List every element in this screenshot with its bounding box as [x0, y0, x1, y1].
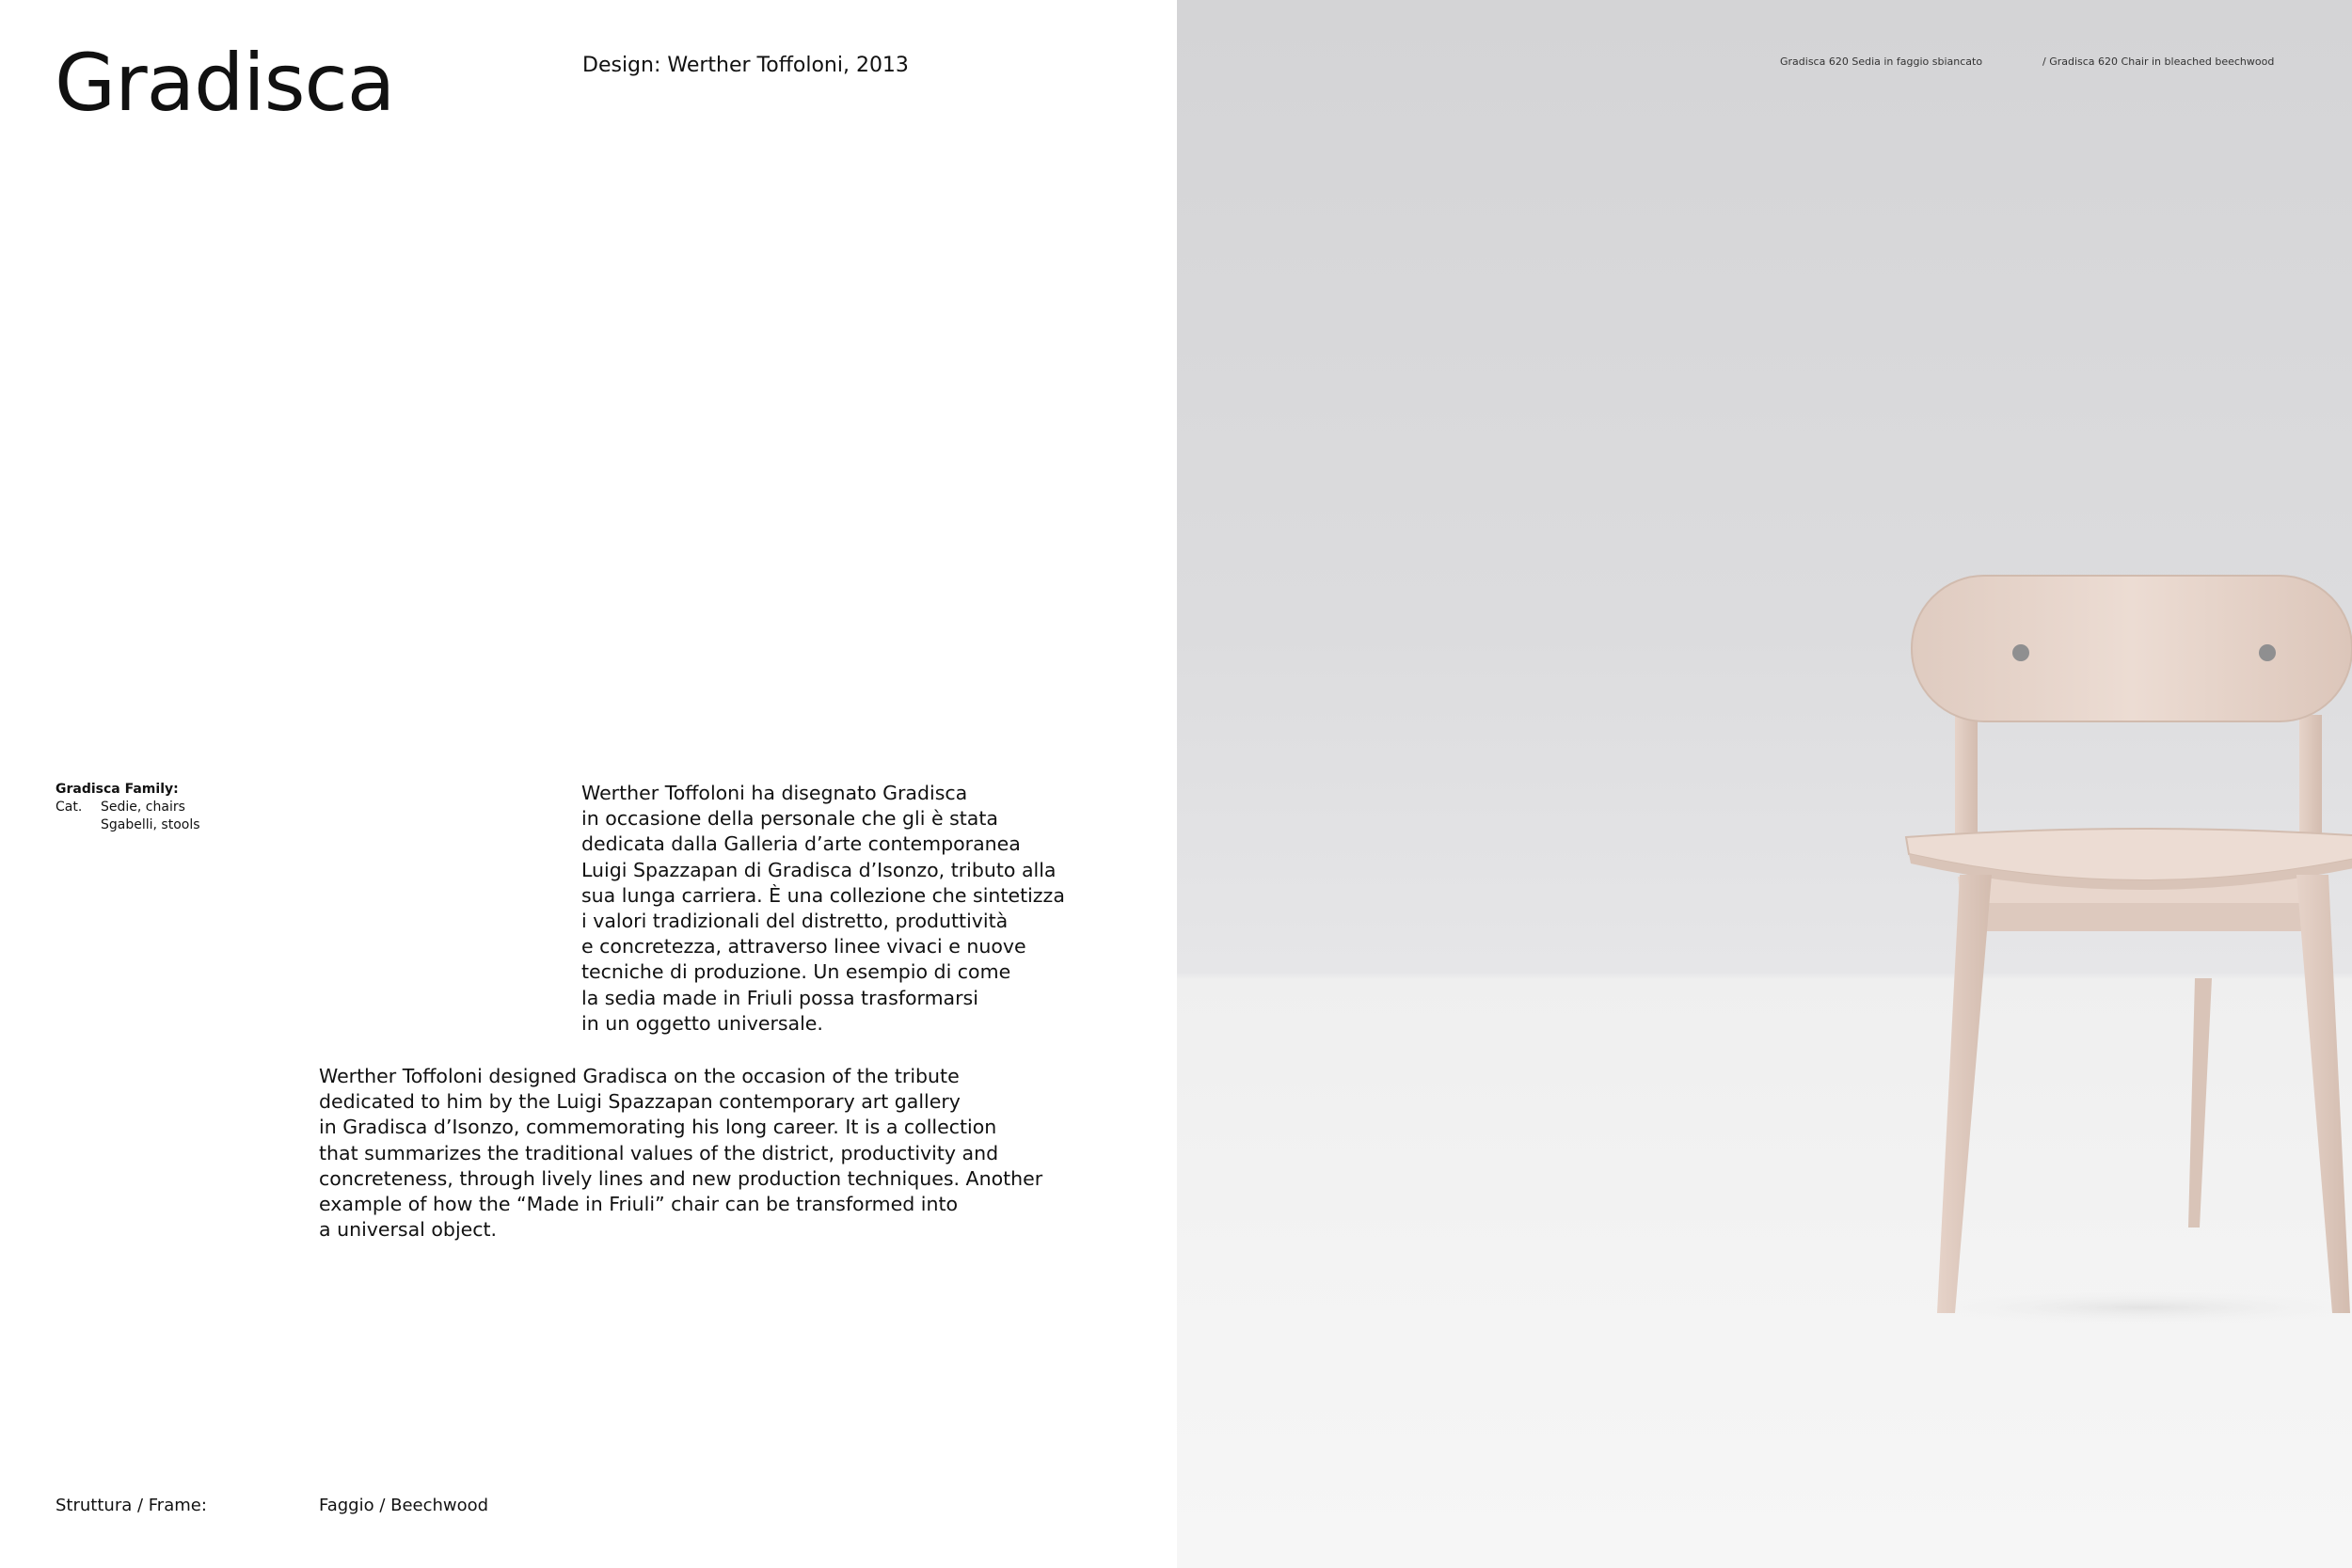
page-title: Gradisca [55, 37, 395, 129]
chair-back-post-left [1955, 715, 1978, 847]
chair-photo [1177, 0, 2352, 1568]
chair-backrest [1912, 576, 2352, 721]
chair-back-post-right [2299, 715, 2322, 847]
category-item: Sedie, chairs [101, 800, 185, 815]
description-italian: Werther Toffoloni ha disegnato Gradisca in occasione della personale che gli è stata dedicata dalla Galleria d’arte contemporanea Luigi Spazzapan di Gradisca d’Isonzo, tributo alla sua lunga carriera. È una collezione che sintetizza i valori tradizionali del distretto, produttività e concretezza, attraverso linee vivaci e nuove tecniche di produzione. Un esempio di come la sedia made in Friuli possa trasformarsi in un oggetto universale. [581, 782, 1065, 1035]
chair-front-leg-left [1937, 875, 1992, 1313]
photo-caption-italian: Gradisca 620 Sedia in faggio sbiancato [1780, 55, 1983, 68]
family-heading: Gradisca Family: [56, 782, 179, 797]
family-info [56, 781, 200, 834]
chair-bolt-right [2259, 644, 2276, 661]
category-label: Cat. [56, 800, 83, 815]
description-english: Werther Toffoloni designed Gradisca on the occasion of the tribute dedicated to him by the Luigi Spazzapan contemporary art gallery in Gradisca d’Isonzo, commemorating his long career. It is a collection that summarizes the traditional values of the district, productivity and concreteness, through lively lines and new production techniques. Another example of how the “Made in Friuli” chair can be transformed into a universal object. [319, 1065, 1043, 1242]
chair-apron-shadow [1967, 903, 2315, 931]
spec-label: Struttura / Frame: [56, 1496, 207, 1515]
right-page [1177, 0, 2352, 1568]
category-item: Sgabelli, stools [101, 817, 200, 832]
category-row [56, 799, 200, 816]
design-credit: Design: Werther Toffoloni, 2013 [582, 54, 909, 77]
photo-caption-english: / Gradisca 620 Chair in bleached beechwood [2042, 55, 2275, 68]
chair-front-leg-right [2296, 875, 2350, 1313]
chair-bolt-left [2012, 644, 2029, 661]
chair-back-leg-left [2188, 978, 2212, 1227]
spec-value: Faggio / Beechwood [319, 1496, 489, 1515]
floor-shadow [1927, 1291, 2352, 1324]
